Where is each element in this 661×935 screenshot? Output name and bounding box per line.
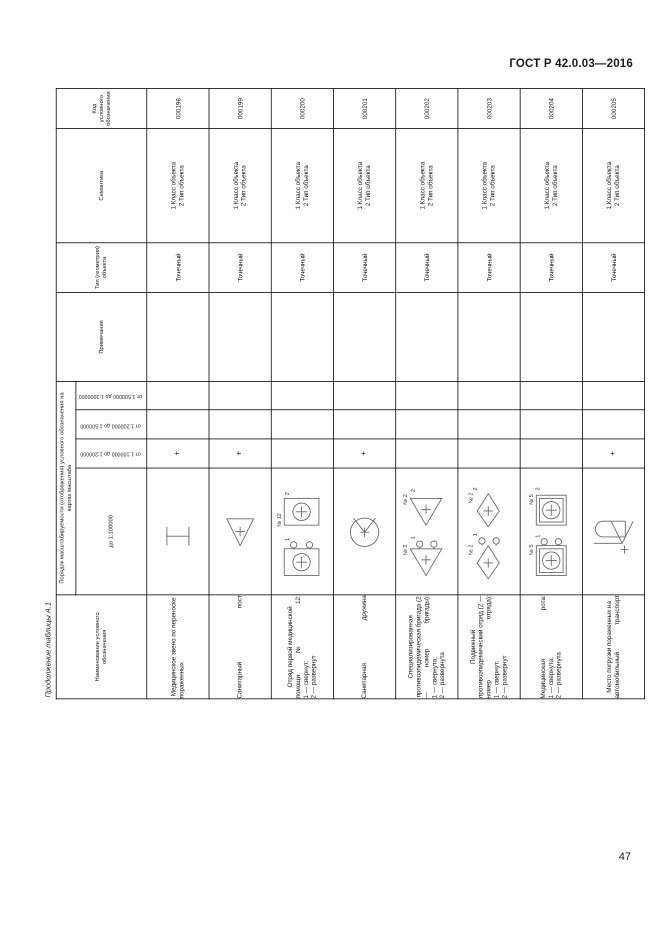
header-semantics: Семантика xyxy=(56,129,147,243)
header-scale-1 xyxy=(76,439,147,468)
cell-name xyxy=(271,595,333,699)
cell-scale-s1: + xyxy=(583,439,645,468)
svg-text:2: 2 xyxy=(411,488,418,492)
symbol-graphic xyxy=(211,468,269,594)
cell-semantics: 1 Класс объекта 2 Тип объекта xyxy=(209,129,271,243)
svg-text:2: 2 xyxy=(473,487,480,491)
name-text: Санитарный пост xyxy=(236,595,244,699)
table-caption: Продолжение таблицы А.1 xyxy=(44,601,53,698)
header-code: Код условного обозначения xyxy=(56,88,147,129)
cell-scale-s3 xyxy=(583,381,645,410)
cell-code: 000202 xyxy=(396,88,458,129)
symbol-graphic xyxy=(398,468,456,594)
svg-text:1: 1 xyxy=(285,537,292,541)
name-subtext: 1 — свернута; 2 — развернута xyxy=(547,652,563,699)
cell-scale-s3 xyxy=(334,381,396,410)
name-text: Медицинская рота: xyxy=(539,595,547,699)
cell-scale-s2 xyxy=(583,410,645,439)
table-row xyxy=(396,88,458,698)
symbol-graphic xyxy=(522,468,580,594)
header-note: Примечание xyxy=(56,293,147,382)
svg-text:1: 1 xyxy=(411,536,418,540)
header-scale-3-label: от 1:500000 до 1:1000000 xyxy=(78,393,142,400)
header-name: Наименование условного обозначения xyxy=(56,595,147,699)
cell-name xyxy=(396,595,458,699)
symbol-graphic xyxy=(273,468,331,594)
name-subtext: 1 — свернут; 2 — развернут xyxy=(493,655,509,699)
cell-scale-s1 xyxy=(458,439,520,468)
cell-geometry: Точечный xyxy=(334,242,396,292)
cell-note xyxy=(147,293,209,382)
cell-semantics: 1 Класс объекта 2 Тип объекта xyxy=(583,129,645,243)
cell-scale-s1: + xyxy=(147,439,209,468)
cell-scale-s1 xyxy=(271,439,333,468)
page-number: 47 xyxy=(618,851,631,863)
svg-text:№ 2: № 2 xyxy=(403,494,410,505)
cell-scale-s3 xyxy=(147,381,209,410)
cell-note xyxy=(271,293,333,382)
cell-note xyxy=(334,293,396,382)
header-scale-group: Порядок масштабируемости (отображения) условного обозначения на картах масштаба xyxy=(56,381,75,595)
symbol-graphic xyxy=(149,468,207,594)
standard-header: ГОСТ Р 42.0.03—2016 xyxy=(509,58,633,70)
name-text: Специализированная противоэпидемическая бригада (2 — номер бригады): xyxy=(407,595,431,699)
cell-code: 000205 xyxy=(583,88,645,129)
cell-code: 000200 xyxy=(271,88,333,129)
cell-symbol-stretcher xyxy=(147,468,209,595)
cell-name xyxy=(334,595,396,699)
cell-semantics: 1 Класс объекта 2 Тип объекта xyxy=(458,129,520,243)
cell-scale-s2 xyxy=(147,410,209,439)
cell-name xyxy=(520,595,582,699)
cell-symbol-dblrect-plus-no5 xyxy=(520,468,582,595)
cell-semantics: 1 Класс объекта 2 Тип объекта xyxy=(520,129,582,243)
svg-text:2: 2 xyxy=(285,492,292,496)
cell-semantics: 1 Класс объекта 2 Тип объекта xyxy=(334,129,396,243)
svg-text:№ 5: № 5 xyxy=(529,494,536,505)
cell-scale-s1: + xyxy=(334,439,396,468)
svg-text:№ 12: № 12 xyxy=(277,513,284,527)
cell-code: 000198 xyxy=(147,88,209,129)
header-scale-1-label: от 1:100000 до 1:200000 xyxy=(79,451,141,457)
cell-semantics: 1 Класс объекта 2 Тип объекта xyxy=(271,129,333,243)
cell-name xyxy=(458,595,520,699)
cell-semantics: 1 Класс объекта 2 Тип объекта xyxy=(147,129,209,243)
table-row xyxy=(334,88,396,698)
cell-scale-s3 xyxy=(458,381,520,410)
cell-geometry: Точечный xyxy=(583,242,645,292)
cell-geometry: Точечный xyxy=(458,242,520,292)
cell-scale-s2 xyxy=(458,410,520,439)
cell-symbol-rhombus-plus-no2 xyxy=(458,468,520,595)
cell-scale-s2 xyxy=(209,410,271,439)
svg-text:1: 1 xyxy=(473,532,480,537)
cell-symbol-triangle-plus xyxy=(209,468,271,595)
cell-semantics: 1 Класс объекта 2 Тип объекта xyxy=(396,129,458,243)
name-text: Подвижный противоэпидемический отряд (2 — номер отряда): xyxy=(469,595,493,699)
svg-text:№ 2: № 2 xyxy=(468,544,475,555)
cell-code: 000204 xyxy=(520,88,582,129)
svg-text:2: 2 xyxy=(535,487,542,491)
header-scale-2 xyxy=(76,410,147,439)
header-geometry: Тип (геометрия) объекта xyxy=(56,242,147,292)
name-text: Санитарная дружина xyxy=(360,595,368,699)
cell-geometry: Точечный xyxy=(520,242,582,292)
name-subtext: 1 — свернута; 2 — развернута xyxy=(430,652,446,699)
name-text: Место погрузки пораженных на автомобильный транспорт xyxy=(605,595,621,699)
cell-code: 000203 xyxy=(458,88,520,129)
table-row xyxy=(458,88,520,698)
cell-scale-s2 xyxy=(396,410,458,439)
table-body xyxy=(147,88,645,698)
table-row xyxy=(209,88,271,698)
cell-geometry: Точечный xyxy=(271,242,333,292)
name-subtext: 1 — свернут; 2 — развернут xyxy=(302,655,318,699)
header-scale-3 xyxy=(76,381,147,410)
cell-scale-s1 xyxy=(520,439,582,468)
cell-scale-s1 xyxy=(396,439,458,468)
cell-geometry: Точечный xyxy=(396,242,458,292)
cell-symbol-circle-sector-plus xyxy=(334,468,396,595)
table-row xyxy=(147,88,209,698)
table-header-row-1 xyxy=(56,88,75,698)
name-text: Отряд первой медицинской помощи № 12: xyxy=(286,595,302,699)
cell-symbol-rect-plus-12 xyxy=(271,468,333,595)
cell-scale-s2 xyxy=(271,410,333,439)
name-text: Медицинское звено по переноске пораженных xyxy=(170,597,186,699)
header-scale-2-label: от 1:200000 до 1:500000 xyxy=(79,422,141,428)
cell-scale-s2 xyxy=(520,410,582,439)
cell-note xyxy=(396,293,458,382)
symbol-graphic xyxy=(460,468,518,594)
header-scale-main: до 1:100000 xyxy=(76,468,147,595)
cell-note xyxy=(458,293,520,382)
cell-note xyxy=(520,293,582,382)
table-row xyxy=(271,88,333,698)
symbols-table xyxy=(56,88,645,699)
svg-text:№ 2: № 2 xyxy=(403,544,410,555)
cell-geometry: Точечный xyxy=(209,242,271,292)
table-row xyxy=(583,88,645,698)
cell-symbol-loading-place xyxy=(583,468,645,595)
cell-note xyxy=(583,293,645,382)
cell-code: 000201 xyxy=(334,88,396,129)
cell-scale-s3 xyxy=(209,381,271,410)
symbol-graphic xyxy=(336,468,394,594)
svg-text:1: 1 xyxy=(535,534,542,538)
cell-scale-s3 xyxy=(271,381,333,410)
cell-scale-s2 xyxy=(334,410,396,439)
cell-geometry: Точечный xyxy=(147,242,209,292)
cell-symbol-triangle-plus-no2 xyxy=(396,468,458,595)
cell-name xyxy=(583,595,645,699)
cell-name xyxy=(209,595,271,699)
cell-name xyxy=(147,595,209,699)
svg-text:№ 2: № 2 xyxy=(468,492,475,503)
cell-scale-s1: + xyxy=(209,439,271,468)
symbol-graphic xyxy=(585,468,643,594)
cell-scale-s3 xyxy=(520,381,582,410)
cell-note xyxy=(209,293,271,382)
svg-text:№ 5: № 5 xyxy=(529,544,536,555)
cell-scale-s3 xyxy=(396,381,458,410)
table-row xyxy=(520,88,582,698)
cell-code: 000199 xyxy=(209,88,271,129)
